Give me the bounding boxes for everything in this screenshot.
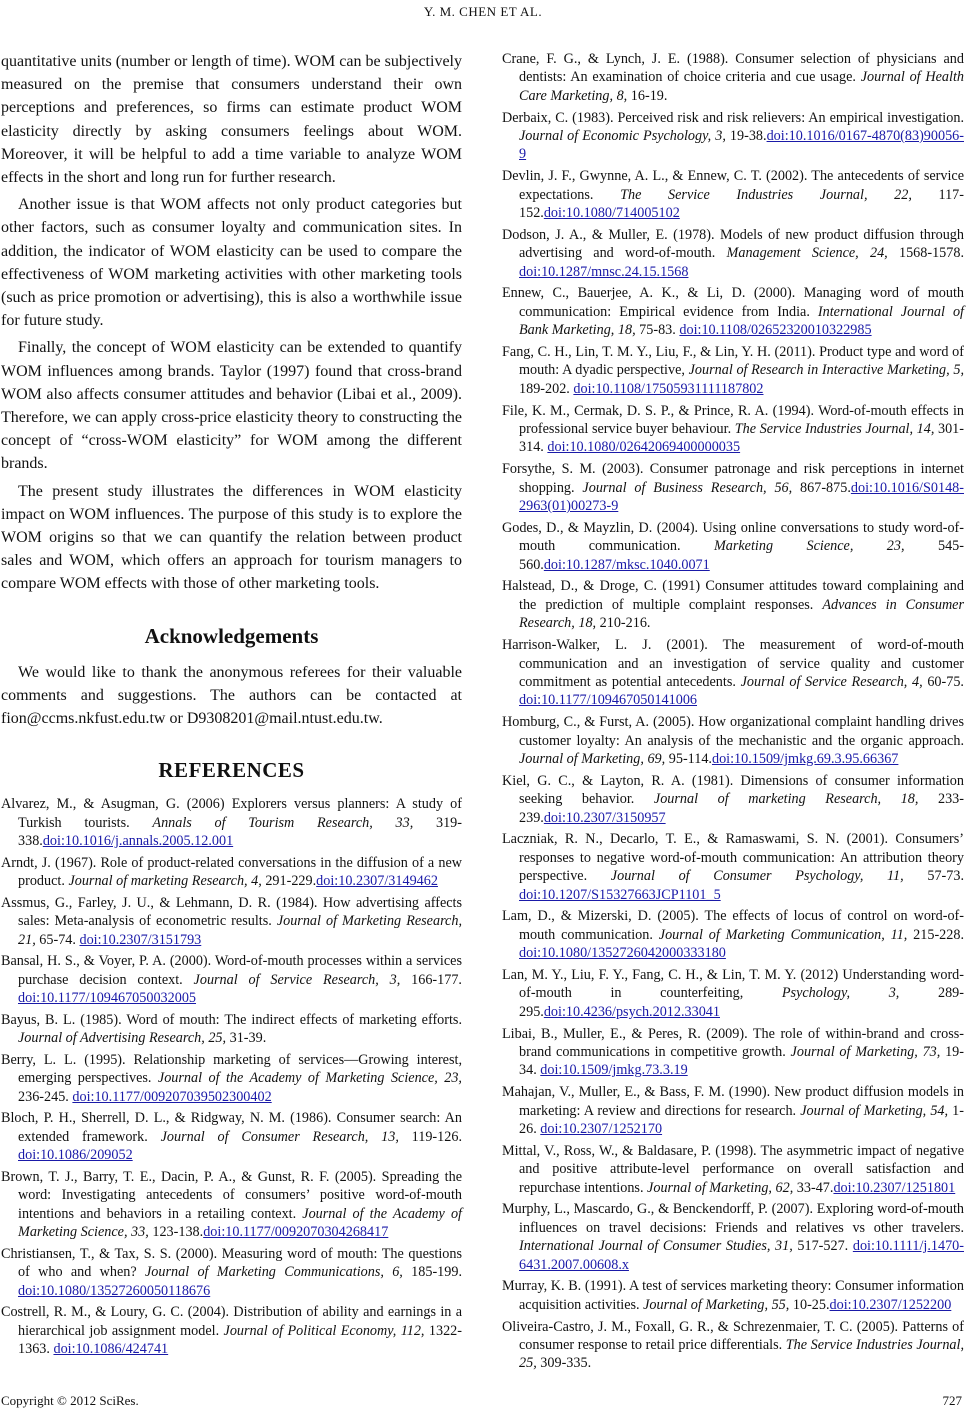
reference-pages: 545-560.	[519, 538, 964, 573]
reference-pages: 19-34.	[519, 1043, 964, 1079]
reference-journal: Journal of Service Research, 3,	[193, 971, 401, 988]
reference-entry	[502, 1083, 964, 1138]
reference-list	[1, 795, 462, 1359]
reference-entry	[502, 226, 964, 281]
reference-pages: 60-75.	[922, 673, 964, 690]
reference-pages: 189-202.	[519, 380, 574, 397]
reference-entry	[502, 713, 964, 768]
reference-text: Bloch, P. H., Sherrell, D. L., & Ridgway, N. M. (1986). Consumer search: An extended framework.	[1, 1110, 462, 1145]
doi-link[interactable]: doi:10.2307/1252200	[829, 1296, 952, 1313]
body-paragraph: Finally, the concept of WOM elasticity can be extended to quantify WOM influences among brands. Taylor (1997) found that cross-brand WOM also affects consumer attitudes and behavior (Libai et al., 2009). Therefore, we can apply cross-price elasticity theory to constructing the concept of “cross-WOM elasticity” for WOM among the different brands.	[1, 339, 462, 473]
reference-text: Murphy, L., Mascardo, G., & Benckendorff, P. (2007). Exploring word-of-mouth influences on travel decisions: Friends and relatives vs other travelers.	[502, 1201, 964, 1236]
reference-journal: Journal of Consumer Psychology, 11,	[610, 868, 904, 885]
reference-text: Oliveira-Castro, J. M., Foxall, G. R., & Schrezenmaier, T. C. (2005). Patterns of consumer response to retail price differentials.	[502, 1318, 964, 1354]
doi-link[interactable]: doi:10.2307/1252170	[540, 1120, 663, 1137]
reference-entry	[502, 772, 964, 827]
doi-link[interactable]: doi:10.1016/S0148-2963(01)00273-9	[519, 479, 964, 515]
reference-entry	[502, 1318, 964, 1373]
reference-text: Mahajan, V., Muller, E., & Bass, F. M. (1990). New product diffusion models in marketing: A review and directions for research.	[502, 1084, 964, 1119]
reference-text: Derbaix, C. (1983). Perceived risk and risk relievers: An empirical investigation.	[502, 109, 964, 126]
reference-pages: 291-229.	[261, 873, 317, 890]
reference-entry	[502, 460, 964, 515]
reference-journal: The Service Industries Journal, 22,	[620, 186, 912, 203]
reference-entry	[502, 519, 964, 574]
reference-entry	[502, 1277, 964, 1314]
doi-link[interactable]: doi:10.1108/17505931111187802	[573, 380, 764, 397]
reference-text: Brown, T. J., Barry, T. E., Dacin, P. A., & Gunst, R. F. (2005). Spreading the word: Investigating antecedents of consumers’ positive word-of-mouth intentions and behaviors in a retailing context.	[1, 1168, 462, 1222]
doi-link[interactable]: doi:10.1177/109467050141006	[519, 692, 698, 709]
reference-text: Ennew, C., Bauerjee, A. K., & Li, D. (2000). Managing word of mouth communication: Empirical evidence from India.	[502, 285, 964, 320]
reference-entry	[502, 1200, 964, 1274]
doi-link[interactable]: doi:10.1080/13527260050118676	[18, 1282, 211, 1299]
reference-journal: Management Science, 24,	[726, 245, 888, 262]
reference-pages: 185-199.	[402, 1264, 463, 1281]
reference-journal: The Service Industries Journal, 25,	[519, 1337, 964, 1372]
reference-text: Christiansen, T., & Tax, S. S. (2000). Measuring word of mouth: The questions of who and when?	[1, 1245, 462, 1281]
reference-text: Arndt, J. (1967). Role of product-related conversations in the diffusion of a new product.	[1, 854, 462, 890]
reference-journal: The Service Industries Journal, 14,	[734, 421, 935, 438]
reference-pages: 215-228.	[907, 926, 964, 943]
reference-entry	[502, 1142, 964, 1197]
reference-journal: Journal of Marketing Communication, 11,	[658, 926, 908, 943]
reference-pages: 123-138.	[148, 1224, 204, 1241]
reference-entry	[502, 402, 964, 457]
reference-pages: 289-295.	[519, 985, 964, 1020]
reference-pages: 1568-1578.	[887, 245, 964, 262]
reference-journal: Journal of Marketing, 55,	[643, 1296, 790, 1313]
reference-text: Fang, C. H., Lin, T. M. Y., Liu, F., & Lin, Y. H. (2011). Product type and word of mouth: A dyadic perspective,	[502, 344, 964, 379]
reference-list	[502, 50, 964, 1373]
doi-link[interactable]: doi:10.1287/mnsc.24.15.1568	[519, 263, 689, 280]
reference-entry	[1, 1303, 462, 1359]
reference-journal: Journal of Marketing, 73,	[790, 1043, 941, 1060]
reference-pages: 31-39.	[226, 1030, 267, 1047]
reference-journal: Journal of Research in Interactive Marketing, 5,	[688, 362, 964, 379]
reference-pages: 117-152.	[519, 186, 964, 222]
doi-link[interactable]: doi:10.1016/j.annals.2005.12.001	[42, 833, 234, 850]
reference-journal: Annals of Tourism Research, 33,	[152, 814, 414, 831]
reference-text: Costrell, R. M., & Loury, G. C. (2004). Distribution of ability and earnings in a hierarchical job assignment model.	[1, 1304, 462, 1339]
doi-link[interactable]: doi:10.1207/S15327663JCP1101_5	[519, 886, 721, 903]
acknowledgements-text: We would like to thank the anonymous referees for their valuable comments and suggestions. The authors can be contacted at fion@ccms.nkfust.edu.tw or D9308201@mail.ntust.edu.tw.	[1, 663, 462, 728]
reference-text: Forsythe, S. M. (2003). Consumer patronage and risk perceptions in internet shopping.	[502, 461, 964, 496]
reference-entry	[1, 854, 462, 891]
reference-entry	[1, 894, 462, 950]
reference-text: Murray, K. B. (1991). A test of services marketing theory: Consumer information acquisition activities.	[502, 1278, 964, 1313]
reference-pages: 19-38.	[725, 128, 767, 145]
reference-entry	[1, 952, 462, 1008]
reference-pages: 57-73.	[903, 868, 964, 885]
reference-journal: Journal of Health Care Marketing, 8,	[519, 69, 964, 104]
reference-entry	[502, 109, 964, 164]
doi-link[interactable]: doi:10.1509/jmkg.73.3.19	[540, 1062, 688, 1079]
reference-pages: 309-335.	[536, 1355, 592, 1372]
running-head: Y. M. CHEN ET AL.	[423, 4, 543, 19]
doi-link[interactable]: doi:10.1111/j.1470-6431.2007.00608.x	[519, 1238, 964, 1273]
reference-journal: Journal of Marketing Research, 21,	[18, 913, 463, 948]
reference-journal: Journal of Economic Psychology, 3,	[519, 128, 726, 145]
reference-pages: 517-527.	[792, 1238, 853, 1255]
reference-text: Devlin, J. F., Gwynne, A. L., & Ennew, C. T. (2002). The antecedents of service expectations.	[502, 168, 964, 203]
reference-journal: Journal of the Academy of Marketing Science, 23,	[157, 1070, 462, 1087]
reference-text: Assmus, G., Farley, J. U., & Lehmann, D. R. (1984). How advertising affects sales: Meta-analysis of econometric results.	[1, 894, 462, 930]
body-paragraph: quantitative units (number or length of time). WOM can be subjectively measured on the premise that consumers understand their own perceptions and preferences, so firms can estimate product WOM elasticity directly by asking consumers feelings about WOM. Moreover, it will be helpful to add a time variable to analyze WOM effects in the short and long run for further research.	[1, 53, 462, 187]
doi-link[interactable]: doi:10.1080/1352726042000333180	[519, 945, 726, 962]
doi-link[interactable]: doi:10.2307/3149462	[316, 873, 438, 890]
doi-link[interactable]: doi:10.1080/714005102	[543, 205, 680, 222]
reference-text: File, K. M., Cermak, D. S. P., & Prince, R. A. (1994). Word-of-mouth effects in professional service buyer behaviour.	[502, 402, 964, 438]
reference-text: Kiel, G. C., & Layton, R. A. (1981). Dimensions of consumer information seeking behavior.	[502, 772, 964, 808]
reference-pages: 166-177.	[400, 971, 462, 988]
reference-pages: 210-216.	[596, 615, 651, 632]
reference-entry	[502, 966, 964, 1021]
reference-pages: 75-83.	[635, 322, 680, 339]
left-column	[1, 50, 462, 1362]
reference-pages: 301-314.	[519, 421, 964, 456]
reference-journal: Journal of Service Research, 4,	[740, 673, 923, 690]
doi-link[interactable]: doi:10.1177/0092070304268417	[203, 1224, 389, 1241]
doi-link[interactable]: doi:10.1177/109467050032005	[18, 990, 197, 1007]
reference-pages: 10-25.	[789, 1296, 830, 1313]
references-heading: REFERENCES	[158, 758, 305, 783]
reference-entry	[502, 50, 964, 105]
reference-journal: Marketing Science, 23,	[713, 538, 905, 555]
reference-journal: Journal of marketing Research, 18,	[653, 791, 919, 808]
reference-pages: 16-19.	[627, 87, 668, 104]
reference-entry	[1, 795, 462, 851]
reference-entry	[502, 343, 964, 398]
reference-text: Harrison-Walker, L. J. (2001). The measurement of word-of-mouth communication and an investigation of service quality and customer commitment as potential antecedents.	[502, 637, 964, 690]
reference-journal: Journal of Advertising Research, 25,	[18, 1030, 227, 1047]
reference-journal: Psychology, 3,	[781, 985, 900, 1002]
reference-journal: Journal of Marketing, 54,	[800, 1102, 949, 1119]
reference-entry	[502, 284, 964, 339]
reference-text: Libai, B., Muller, E., & Peres, R. (2009). The role of within-brand and cross-brand communications in competitive growth.	[502, 1025, 964, 1060]
doi-link[interactable]: doi:10.1086/424741	[53, 1341, 169, 1358]
reference-text: Berry, L. L. (1995). Relationship marketing of services—Growing interest, emerging perspectives.	[1, 1051, 462, 1087]
reference-text: Godes, D., & Mayzlin, D. (2004). Using online conversations to study word-of-mouth communication.	[502, 519, 964, 555]
doi-link[interactable]: doi:10.2307/3150957	[543, 809, 666, 826]
reference-text: Bansal, H. S., & Voyer, P. A. (2000). Word-of-mouth processes within a services purchase decision context.	[1, 953, 462, 988]
body-paragraph: The present study illustrates the differences in WOM elasticity impact on WOM influences. The purpose of this study is to explore the WOM origins so that we can quantify the relation between product sales and WOM, which offers an approach for tourism managers to compare WOM effects with those of other marketing tools.	[1, 482, 462, 593]
reference-entry	[502, 907, 964, 962]
copyright-notice: Copyright © 2012 SciRes.	[1, 1393, 139, 1408]
reference-journal: International Journal of Consumer Studies, 31,	[519, 1238, 793, 1255]
doi-link[interactable]: doi:10.1108/02652320010322985	[679, 322, 872, 339]
page-number: 727	[942, 1393, 962, 1408]
reference-journal: Journal of the Academy of Marketing Science, 33,	[18, 1205, 462, 1241]
reference-text: Halstead, D., & Droge, C. (1991) Consumer attitudes toward complaining and the prediction of multiple complaint responses.	[502, 578, 964, 613]
reference-text: Homburg, C., & Furst, A. (2005). How organizational complaint handling drives customer loyalty: An analysis of the mechanistic and the organic approach.	[502, 714, 964, 749]
reference-text: Lam, D., & Mizerski, D. (2005). The effects of locus of control on word-of-mouth communication.	[502, 908, 964, 943]
reference-entry	[502, 636, 964, 710]
doi-link[interactable]: doi:10.1016/0167-4870(83)90056-9	[519, 128, 964, 163]
reference-journal: Journal of Marketing, 62,	[647, 1179, 794, 1196]
acknowledgements-heading: Acknowledgements	[144, 623, 319, 648]
reference-pages: 1-26.	[519, 1102, 964, 1137]
reference-entry	[502, 830, 964, 904]
right-column	[502, 50, 964, 1376]
reference-pages: 319-338.	[18, 814, 462, 850]
reference-text: Laczniak, R. N., Decarlo, T. E., & Ramaswami, S. N. (2001). Consumers’ responses to negative word-of-mouth communication: An attribution theory perspective.	[502, 831, 964, 885]
reference-journal: Journal of Marketing, 69,	[519, 750, 666, 767]
reference-text: Crane, F. G., & Lynch, J. E. (1988). Consumer selection of physicians and dentists: An examination of choice criteria and cue usage.	[502, 51, 964, 86]
doi-link[interactable]: doi:10.2307/1251801	[833, 1179, 956, 1196]
reference-pages: 95-114.	[665, 750, 712, 767]
reference-text: Lan, M. Y., Liu, F. Y., Fang, C. H., & Lin, T. M. Y. (2012) Understanding word-of-mouth in counterfeiting,	[502, 966, 964, 1002]
reference-text: Mittal, V., Ross, W., & Baldasare, P. (1998). The asymmetric impact of negative and positive attribute-level performance on overall satisfaction and repurchase intentions.	[502, 1142, 964, 1196]
doi-link[interactable]: doi:10.1509/jmkg.69.3.95.66367	[711, 750, 899, 767]
reference-journal: Journal of Business Research, 56,	[582, 479, 793, 496]
reference-text: Alvarez, M., & Asugman, G. (2006) Explorers versus planners: A study of Turkish tourists.	[1, 796, 462, 831]
reference-journal: Journal of marketing Research, 4,	[68, 873, 262, 890]
doi-link[interactable]: doi:10.2307/3151793	[79, 931, 202, 948]
body-paragraph: Another issue is that WOM affects not only product categories but other factors, such as consumer loyalty and communication sites. In addition, the indicator of WOM elasticity can be used to compare the effectiveness of WOM marketing activities with other marketing tools (such as price promotion or advertising), this is also a worthwhile issue for future study.	[1, 196, 462, 330]
reference-entry	[1, 1011, 462, 1048]
reference-pages: 1322-1363.	[18, 1322, 462, 1358]
reference-pages: 65-74.	[35, 931, 80, 948]
reference-journal: Journal of Consumer Research, 13,	[160, 1128, 399, 1145]
reference-entry	[1, 1168, 462, 1242]
reference-entry	[1, 1109, 462, 1165]
reference-entry	[1, 1245, 462, 1301]
reference-entry	[1, 1051, 462, 1107]
reference-journal: International Journal of Bank Marketing, 18,	[519, 303, 965, 339]
reference-pages: 119-126.	[398, 1128, 462, 1145]
doi-link[interactable]: doi:10.4236/psych.2012.33041	[543, 1003, 720, 1020]
reference-text: Bayus, B. L. (1985). Word of mouth: The indirect effects of marketing efforts.	[1, 1011, 462, 1028]
reference-pages: 33-47.	[793, 1179, 834, 1196]
reference-journal: Journal of Political Economy, 112,	[223, 1322, 425, 1339]
doi-link[interactable]: doi:10.1086/209052	[18, 1147, 133, 1164]
reference-entry	[502, 1025, 964, 1080]
reference-entry	[502, 167, 964, 222]
reference-text: Dodson, J. A., & Muller, E. (1978). Models of new product diffusion through advertising and word-of-mouth.	[502, 226, 964, 262]
reference-journal: Advances in Consumer Research, 18,	[519, 596, 965, 632]
doi-link[interactable]: doi:10.1287/mksc.1040.0071	[543, 556, 710, 573]
reference-journal: Journal of Marketing Communications, 6,	[145, 1264, 403, 1281]
reference-pages: 867-875.	[792, 479, 851, 496]
reference-pages: 236-245.	[18, 1088, 73, 1105]
reference-pages: 233-239.	[519, 791, 964, 826]
doi-link[interactable]: doi:10.1177/009207039502300402	[72, 1088, 272, 1105]
reference-entry	[502, 577, 964, 632]
doi-link[interactable]: doi:10.1080/02642069400000035	[547, 439, 741, 456]
